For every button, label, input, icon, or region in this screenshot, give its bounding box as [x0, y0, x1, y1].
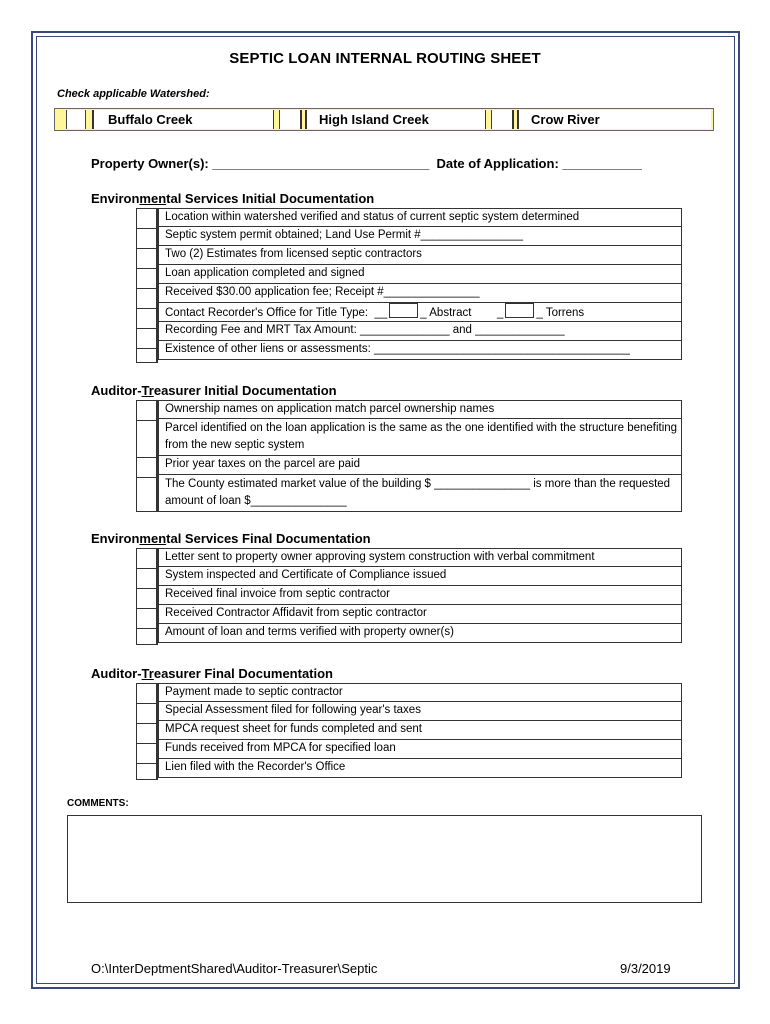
checkbox[interactable] [137, 229, 156, 249]
footer-date: 9/3/2019 [620, 961, 671, 976]
abstract-label: Abstract [429, 307, 472, 319]
checkbox[interactable] [137, 629, 156, 646]
watershed-cell-crow-river [517, 110, 711, 129]
checkbox-column-auditor-final [136, 683, 158, 780]
heading-part: Auditor- [91, 383, 142, 398]
watershed-label: Check applicable Watershed: [57, 88, 210, 100]
section-heading-env-initial [91, 191, 374, 206]
heading-part: Environ [91, 191, 140, 206]
watershed-checkbox-high-island-creek[interactable] [279, 110, 302, 129]
comments-label: COMMENTS: [67, 798, 129, 809]
checklist-item: Location within watershed verified and status of current septic system determined [158, 208, 682, 227]
checkbox[interactable] [137, 401, 156, 421]
checklist-item: Received Contractor Affidavit from septic contractor [158, 605, 682, 624]
checklist-item: Recording Fee and MRT Tax Amount: ______________ and ______________ [158, 322, 682, 341]
torrens-label: Torrens [545, 307, 585, 319]
checkbox[interactable] [137, 309, 156, 329]
heading-part: tal Services Final Documentation [166, 531, 371, 546]
heading-part: Environ [91, 531, 140, 546]
heading-part: Auditor- [91, 666, 142, 681]
heading-part-underlined: men [139, 191, 167, 206]
form-title: SEPTIC LOAN INTERNAL ROUTING SHEET [229, 50, 541, 67]
heading-part-underlined: Tr [141, 383, 154, 398]
checklist-item: Received final invoice from septic contractor [158, 586, 682, 605]
checklist-item: Ownership names on application match parcel ownership names [158, 400, 682, 419]
section-heading-env-final [91, 531, 371, 546]
checkbox-column-auditor-initial [136, 400, 158, 512]
checklist-item: Prior year taxes on the parcel are paid [158, 456, 682, 475]
checkbox[interactable] [137, 458, 156, 478]
checkbox[interactable] [137, 421, 156, 458]
checklist-auditor-initial [158, 400, 682, 512]
checkbox[interactable] [137, 569, 156, 589]
checkbox[interactable] [137, 249, 156, 269]
checkbox[interactable] [137, 329, 156, 349]
checklist-item: Funds received from MPCA for specified loan [158, 740, 682, 759]
checklist-env-final [158, 548, 682, 643]
checklist-item: Amount of loan and terms verified with property owner(s) [158, 624, 682, 643]
checklist-item: System inspected and Certificate of Compliance issued [158, 567, 682, 586]
watershed-option-label: Crow River [531, 112, 600, 127]
watershed-cell-buffalo-creek [92, 110, 274, 129]
watershed-option-label: Buffalo Creek [108, 112, 193, 127]
checklist-item: Loan application completed and signed [158, 265, 682, 284]
checkbox[interactable] [137, 349, 156, 367]
checklist-env-initial [158, 208, 682, 360]
checklist-item: Parcel identified on the loan application is the same as the one identified with the structure benefiting from the new septic system [158, 419, 682, 456]
checklist-item: MPCA request sheet for funds completed and sent [158, 721, 682, 740]
checklist-item-title-type: Contact Recorder's Office for Title Type: __ _ Abstract _ _ Torrens [158, 303, 682, 322]
checkbox[interactable] [137, 704, 156, 724]
heading-part-underlined: men [139, 531, 167, 546]
heading-part: tal Services Initial Documentation [166, 191, 375, 206]
checkbox-column-env-initial [136, 208, 158, 363]
watershed-option-label: High Island Creek [319, 112, 429, 127]
heading-part: easurer Final Documentation [153, 666, 333, 681]
checkbox[interactable] [137, 744, 156, 764]
checkbox[interactable] [137, 589, 156, 609]
checklist-item: Letter sent to property owner approving system construction with verbal commitment [158, 548, 682, 567]
footer-file-path: O:\InterDeptmentShared\Auditor-Treasurer\Septic [91, 961, 378, 976]
comments-field[interactable] [67, 815, 702, 903]
checklist-item: Special Assessment filed for following year's taxes [158, 702, 682, 721]
section-heading-auditor-final [91, 666, 333, 681]
checklist-auditor-final [158, 683, 682, 778]
abstract-checkbox[interactable] [389, 303, 418, 318]
checkbox[interactable] [137, 609, 156, 629]
checkbox[interactable] [137, 289, 156, 309]
checkbox[interactable] [137, 764, 156, 781]
heading-part-underlined: Tr [141, 666, 154, 681]
checklist-item: The County estimated market value of the building $ _______________ is more than the requested amount of loan $_______________ [158, 475, 682, 512]
checkbox[interactable] [137, 684, 156, 704]
checkbox[interactable] [137, 724, 156, 744]
checklist-item: Lien filed with the Recorder's Office [158, 759, 682, 778]
checklist-item: Payment made to septic contractor [158, 683, 682, 702]
checklist-item: Received $30.00 application fee; Receipt #_______________ [158, 284, 682, 303]
checklist-item: Existence of other liens or assessments: ________________________________________ [158, 341, 682, 360]
watershed-checkbox-crow-river[interactable] [491, 110, 514, 129]
section-heading-auditor-initial [91, 383, 337, 398]
title-type-label: Contact Recorder's Office for Title Type: [165, 307, 369, 319]
checkbox[interactable] [137, 269, 156, 289]
watershed-checkbox-buffalo-creek[interactable] [66, 110, 86, 129]
checklist-item: Septic system permit obtained; Land Use Permit #________________ [158, 227, 682, 246]
torrens-checkbox[interactable] [505, 303, 534, 318]
checkbox[interactable] [137, 209, 156, 229]
checkbox[interactable] [137, 549, 156, 569]
watershed-selector [54, 108, 714, 131]
heading-part: easurer Initial Documentation [153, 383, 337, 398]
checkbox-column-env-final [136, 548, 158, 645]
owner-and-date-line: Property Owner(s): ______________________________ Date of Application: ___________ [91, 156, 642, 171]
watershed-cell-high-island-creek [305, 110, 486, 129]
checkbox[interactable] [137, 478, 156, 513]
checklist-item: Two (2) Estimates from licensed septic contractors [158, 246, 682, 265]
